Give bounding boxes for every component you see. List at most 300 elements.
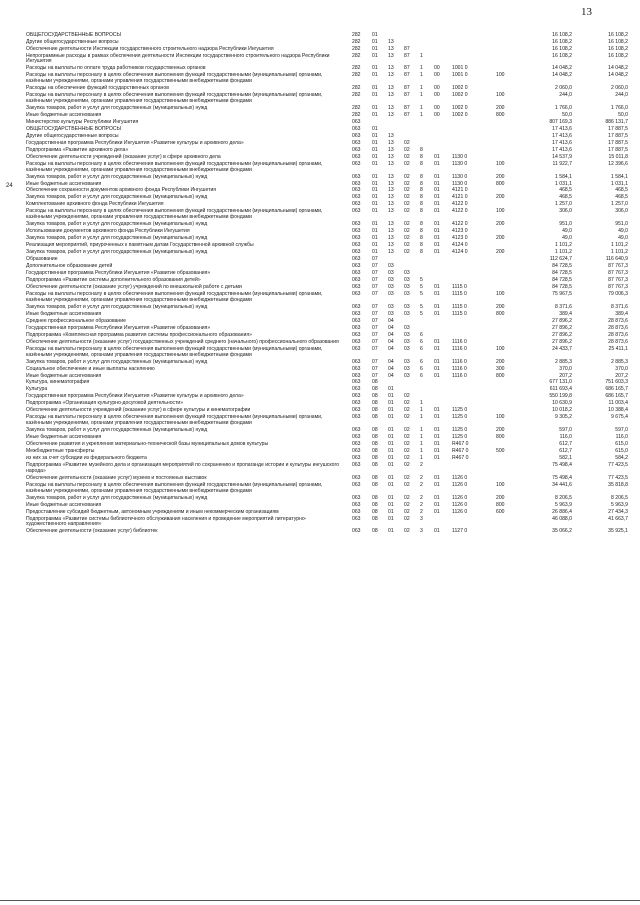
cell-rz: 08	[372, 441, 378, 448]
cell-v1: 46 088,0	[552, 515, 572, 522]
cell-c4: 4122 0	[452, 201, 468, 208]
cell-vr: 800	[496, 501, 505, 508]
cell-pr: 13	[388, 65, 394, 72]
cell-rz: 01	[372, 249, 378, 256]
cell-c1: 02	[404, 153, 410, 160]
cell-c2: 5	[420, 303, 423, 310]
cell-rz: 07	[372, 365, 378, 372]
cell-rz: 08	[372, 494, 378, 501]
cell-c1: 87	[404, 72, 410, 79]
cell-grbs: 063	[352, 501, 361, 508]
cell-v1: 17 413,6	[552, 146, 572, 153]
cell-pr: 01	[388, 528, 394, 535]
cell-rz: 08	[372, 501, 378, 508]
cell-v1: 951,0	[559, 221, 572, 228]
cell-rz: 01	[372, 139, 378, 146]
cell-pr: 13	[388, 139, 394, 146]
cell-v1: 14 048,2	[552, 72, 572, 79]
row-name: Социальное обеспечение и иные выплаты населению	[26, 365, 155, 372]
cell-c2: 1	[420, 448, 423, 455]
cell-rz: 01	[372, 104, 378, 111]
cell-c3: 01	[434, 407, 440, 414]
cell-v1: 17 413,6	[552, 139, 572, 146]
cell-grbs: 063	[352, 434, 361, 441]
cell-c3: 01	[434, 160, 440, 167]
cell-grbs: 063	[352, 160, 361, 167]
cell-v1: 34 441,6	[552, 481, 572, 488]
table-row	[0, 516, 640, 529]
cell-v2: 468,5	[615, 194, 628, 201]
cell-v1: 2 060,0	[555, 85, 572, 92]
cell-grbs: 282	[352, 72, 361, 79]
cell-c2: 8	[420, 160, 423, 167]
cell-grbs: 063	[352, 358, 361, 365]
cell-v1: 244,0	[559, 92, 572, 99]
table-row	[0, 415, 640, 428]
cell-v1: 207,2	[559, 372, 572, 379]
cell-rz: 07	[372, 291, 378, 298]
cell-pr: 01	[388, 455, 394, 462]
cell-grbs: 282	[352, 52, 361, 59]
cell-rz: 01	[372, 92, 378, 99]
cell-rz: 07	[372, 324, 378, 331]
cell-grbs: 063	[352, 284, 361, 291]
cell-c1: 03	[404, 358, 410, 365]
cell-rz: 07	[372, 270, 378, 277]
cell-rz: 07	[372, 303, 378, 310]
cell-v2: 49,0	[618, 228, 628, 235]
cell-v2: 10 388,4	[608, 407, 628, 414]
cell-v1: 306,0	[559, 208, 572, 215]
cell-v2: 389,4	[615, 310, 628, 317]
page-number: 13	[581, 6, 592, 18]
cell-pr: 04	[388, 331, 394, 338]
cell-c2: 8	[420, 235, 423, 242]
cell-grbs: 063	[352, 139, 361, 146]
cell-rz: 01	[372, 221, 378, 228]
cell-c1: 03	[404, 331, 410, 338]
cell-c4: 1126 0	[452, 508, 468, 515]
cell-v1: 10 630,9	[552, 400, 572, 407]
cell-rz: 01	[372, 52, 378, 59]
cell-v2: 468,5	[615, 187, 628, 194]
cell-v2: 9 675,4	[611, 414, 628, 421]
cell-pr: 01	[388, 441, 394, 448]
cell-c2: 6	[420, 338, 423, 345]
cell-grbs: 063	[352, 386, 361, 393]
table-row	[0, 209, 640, 222]
cell-rz: 08	[372, 474, 378, 481]
cell-vr: 200	[496, 358, 505, 365]
row-name: Закупка товаров, работ и услуг для государственных (муниципальных) нужд	[26, 494, 208, 501]
cell-c2: 8	[420, 187, 423, 194]
row-name: Расходы на обеспечение функций государственных органов	[26, 85, 169, 92]
cell-rz: 08	[372, 414, 378, 421]
cell-c2: 6	[420, 372, 423, 379]
cell-c2: 8	[420, 153, 423, 160]
cell-v2: 207,2	[615, 372, 628, 379]
cell-c1: 02	[404, 441, 410, 448]
cell-rz: 01	[372, 208, 378, 215]
cell-grbs: 063	[352, 379, 361, 386]
cell-pr: 13	[388, 132, 394, 139]
cell-v2: 41 663,7	[608, 515, 628, 522]
row-name: Подпрограмма «Развитие системы библиотечного обслуживания населения и проведение мероприятий литературно-художественного направления»	[26, 515, 307, 528]
table-row	[0, 53, 640, 66]
cell-c1: 02	[404, 235, 410, 242]
cell-c2: 1	[420, 400, 423, 407]
cell-vr: 100	[496, 72, 505, 79]
cell-v2: 87 767,3	[608, 263, 628, 270]
cell-grbs: 063	[352, 180, 361, 187]
cell-pr: 13	[388, 235, 394, 242]
cell-rz: 01	[372, 235, 378, 242]
cell-c3: 01	[434, 310, 440, 317]
cell-v1: 27 896,2	[552, 317, 572, 324]
cell-c4: 4121 0	[452, 187, 468, 194]
table-row	[0, 502, 640, 509]
cell-rz: 08	[372, 462, 378, 469]
table-row	[0, 32, 640, 39]
cell-c3: 01	[434, 434, 440, 441]
cell-c1: 03	[404, 270, 410, 277]
cell-rz: 01	[372, 125, 378, 132]
cell-v1: 16 108,2	[552, 45, 572, 52]
row-name: Закупка товаров, работ и услуг для государственных (муниципальных) нужд	[26, 221, 208, 228]
cell-v2: 751 603,3	[605, 379, 628, 386]
cell-v2: 8 206,5	[611, 494, 628, 501]
cell-v2: 14 048,2	[608, 65, 628, 72]
cell-c4: 1001 0	[452, 72, 468, 79]
row-name: Дополнительное образование детей	[26, 263, 113, 270]
cell-c1: 02	[404, 481, 410, 488]
cell-c3: 01	[434, 528, 440, 535]
cell-grbs: 063	[352, 263, 361, 270]
cell-c2: 1	[420, 52, 423, 59]
cell-grbs: 063	[352, 153, 361, 160]
cell-v1: 389,4	[559, 310, 572, 317]
cell-rz: 07	[372, 284, 378, 291]
cell-c2: 8	[420, 249, 423, 256]
cell-c4: 1125 0	[452, 407, 468, 414]
row-name: Комплектование архивного фонда Республики Ингушетия	[26, 201, 164, 208]
row-name: Культура	[26, 386, 48, 393]
cell-c2: 1	[420, 427, 423, 434]
cell-pr: 03	[388, 263, 394, 270]
cell-c2: 5	[420, 277, 423, 284]
cell-v2: 17 887,5	[608, 132, 628, 139]
cell-v1: 49,0	[562, 235, 572, 242]
cell-v2: 87 767,3	[608, 277, 628, 284]
cell-grbs: 063	[352, 324, 361, 331]
table-row	[0, 73, 640, 86]
cell-v1: 84 728,5	[552, 270, 572, 277]
cell-c2: 6	[420, 365, 423, 372]
cell-v2: 370,0	[615, 365, 628, 372]
table-row	[0, 46, 640, 53]
cell-c4: 1116 0	[452, 358, 467, 365]
cell-rz: 07	[372, 345, 378, 352]
cell-grbs: 063	[352, 277, 361, 284]
cell-c1: 02	[404, 187, 410, 194]
cell-rz: 08	[372, 481, 378, 488]
cell-vr: 200	[496, 494, 505, 501]
cell-grbs: 063	[352, 338, 361, 345]
row-name: ОБЩЕГОСУДАРСТВЕННЫЕ ВОПРОСЫ	[26, 125, 121, 132]
cell-pr: 01	[388, 400, 394, 407]
cell-c3: 00	[434, 72, 440, 79]
cell-c4: 1126 0	[452, 494, 468, 501]
cell-pr: 13	[388, 85, 394, 92]
cell-c4: 1130 0	[452, 180, 468, 187]
cell-pr: 04	[388, 345, 394, 352]
cell-c1: 87	[404, 52, 410, 59]
cell-v1: 8 206,5	[555, 494, 572, 501]
cell-pr: 01	[388, 407, 394, 414]
cell-v1: 84 728,5	[552, 263, 572, 270]
cell-c1: 03	[404, 303, 410, 310]
cell-v2: 17 887,5	[608, 125, 628, 132]
cell-c1: 02	[404, 393, 410, 400]
cell-c2: 5	[420, 310, 423, 317]
cell-v1: 677 131,0	[549, 379, 572, 386]
cell-c2: 1	[420, 85, 423, 92]
cell-grbs: 063	[352, 407, 361, 414]
cell-rz: 01	[372, 153, 378, 160]
cell-pr: 13	[388, 72, 394, 79]
cell-v1: 24 433,7	[552, 345, 572, 352]
cell-v2: 584,2	[615, 455, 628, 462]
row-name: Иные бюджетные ассигнования	[26, 372, 102, 379]
cell-vr: 100	[496, 481, 505, 488]
cell-v1: 1 257,0	[555, 201, 572, 208]
cell-v1: 35 066,2	[552, 528, 572, 535]
row-name: Иные бюджетные ассигнования	[26, 501, 102, 508]
cell-grbs: 063	[352, 448, 361, 455]
cell-c4: 4122 0	[452, 221, 468, 228]
cell-c1: 03	[404, 310, 410, 317]
cell-v1: 112 624,7	[549, 256, 572, 263]
cell-vr: 100	[496, 160, 505, 167]
cell-v2: 2 885,3	[611, 358, 628, 365]
row-name: Другие общегосударственные вопросы	[26, 38, 119, 45]
cell-c4: 1002 0	[452, 104, 468, 111]
cell-c2: 2	[420, 494, 423, 501]
row-name: Расходы на выплаты персоналу в целях обеспечения выполнения функций государственными (муниципальными) органами, казёнными учреждениями, органами управления государственными внебюджетными фондами	[26, 160, 323, 173]
cell-c1: 02	[404, 208, 410, 215]
cell-v1: 84 728,5	[552, 277, 572, 284]
cell-v2: 5 963,9	[611, 501, 628, 508]
row-name: Иные бюджетные ассигнования	[26, 310, 102, 317]
table-row	[0, 463, 640, 476]
cell-c2: 8	[420, 242, 423, 249]
cell-grbs: 282	[352, 92, 361, 99]
cell-grbs: 063	[352, 474, 361, 481]
cell-rz: 07	[372, 263, 378, 270]
cell-grbs: 063	[352, 235, 361, 242]
row-name: Подпрограмма «Комплексная программа развития системы профессионального образования»	[26, 331, 252, 338]
cell-c1: 02	[404, 201, 410, 208]
cell-c3: 01	[434, 414, 440, 421]
cell-c2: 8	[420, 208, 423, 215]
cell-c4: 4121 0	[452, 194, 468, 201]
row-name: Расходы на выплаты персоналу в целях обеспечения выполнения функций государственными (муниципальными) органами, казёнными учреждениями, органами управления государственными внебюджетными фондами	[26, 291, 323, 303]
cell-v2: 886 131,7	[605, 118, 628, 125]
cell-pr: 04	[388, 317, 394, 324]
cell-c2: 8	[420, 228, 423, 235]
cell-vr: 100	[496, 291, 505, 298]
cell-v2: 2 060,0	[611, 85, 628, 92]
row-name: Расходы на выплаты персоналу в целях обеспечения выполнения функций государственными (муниципальными) органами, казёнными учреждениями, органами управления государственными внебюджетными фондами	[26, 481, 323, 494]
cell-pr: 01	[388, 414, 394, 421]
cell-v1: 17 413,6	[552, 132, 572, 139]
cell-pr: 01	[388, 474, 394, 481]
cell-grbs: 063	[352, 194, 361, 201]
row-name: Подпрограмма «Организация культурно-досуговой деятельности»	[26, 400, 184, 407]
cell-pr: 13	[388, 173, 394, 180]
cell-pr: 01	[388, 494, 394, 501]
row-name: ОБЩЕГОСУДАРСТВЕННЫЕ ВОПРОСЫ	[26, 31, 121, 38]
cell-c4: 1115 0	[452, 310, 467, 317]
cell-c2: 3	[420, 528, 423, 535]
cell-grbs: 063	[352, 249, 361, 256]
cell-c4: 1002 0	[452, 92, 468, 99]
cell-pr: 13	[388, 38, 394, 45]
row-name: Предоставление субсидий бюджетным, автономным учреждениям и иным некоммерческим организациям	[26, 508, 279, 515]
row-name: Культура, кинематография	[26, 379, 90, 386]
cell-c3: 01	[434, 180, 440, 187]
cell-c3: 01	[434, 187, 440, 194]
cell-pr: 13	[388, 228, 394, 235]
row-name: Расходы на выплаты персоналу в целях обеспечения выполнения функций государственными (муниципальными) органами, казёнными учреждениями, органами управления государственными внебюджетными фондами	[26, 345, 323, 358]
cell-c4: 4124 0	[452, 242, 468, 249]
cell-pr: 03	[388, 284, 394, 291]
cell-v1: 582,1	[559, 455, 572, 462]
cell-v1: 468,5	[559, 194, 572, 201]
cell-c1: 02	[404, 455, 410, 462]
cell-c4: 1001 0	[452, 65, 468, 72]
cell-c1: 87	[404, 45, 410, 52]
cell-grbs: 063	[352, 494, 361, 501]
row-name: Реализация мероприятий, приуроченных к памятным датам Государственной архивной службы	[26, 242, 254, 249]
row-name: Обеспечение развития и укрепления материально-технической базы муниципальных домов культуры	[26, 441, 269, 448]
table-row	[0, 366, 640, 373]
cell-rz: 01	[372, 31, 378, 38]
cell-grbs: 063	[352, 187, 361, 194]
table-row	[0, 174, 640, 181]
row-name: Межбюджетные трансферты	[26, 448, 95, 455]
cell-rz: 01	[372, 201, 378, 208]
cell-v1: 370,0	[559, 365, 572, 372]
cell-vr: 200	[496, 303, 505, 310]
row-name: Закупка товаров, работ и услуг для государственных (муниципальных) нужд	[26, 249, 208, 256]
cell-v2: 15 011,8	[608, 153, 628, 160]
cell-grbs: 282	[352, 65, 361, 72]
cell-rz: 07	[372, 277, 378, 284]
cell-grbs: 063	[352, 455, 361, 462]
cell-c1: 02	[404, 249, 410, 256]
cell-c4: R467 0	[452, 448, 469, 455]
cell-v2: 116 640,9	[605, 256, 628, 263]
cell-grbs: 282	[352, 85, 361, 92]
cell-c2: 6	[420, 331, 423, 338]
cell-c4: 4122 0	[452, 208, 468, 215]
cell-pr: 13	[388, 160, 394, 167]
cell-v1: 16 108,2	[552, 52, 572, 59]
cell-c3: 01	[434, 228, 440, 235]
row-name: Закупка товаров, работ и услуг для государственных (муниципальных) нужд	[26, 173, 208, 180]
cell-v2: 686 165,7	[605, 393, 628, 400]
cell-grbs: 063	[352, 393, 361, 400]
cell-c1: 02	[404, 146, 410, 153]
cell-c2: 2	[420, 508, 423, 515]
table-row	[0, 346, 640, 359]
cell-v2: 50,0	[618, 111, 628, 118]
cell-pr: 13	[388, 92, 394, 99]
row-name: из них за счет субсидии из федерального бюджета	[26, 455, 147, 462]
cell-pr: 13	[388, 111, 394, 118]
cell-c2: 3	[420, 515, 423, 522]
cell-rz: 08	[372, 528, 378, 535]
cell-pr: 13	[388, 153, 394, 160]
cell-rz: 07	[372, 331, 378, 338]
cell-v1: 26 886,4	[552, 508, 572, 515]
cell-pr: 01	[388, 427, 394, 434]
cell-grbs: 063	[352, 146, 361, 153]
cell-pr: 04	[388, 372, 394, 379]
cell-c4: 1116 0	[452, 338, 467, 345]
cell-pr: 03	[388, 291, 394, 298]
cell-grbs: 063	[352, 118, 361, 125]
row-name: Расходы на выплаты персоналу в целях обеспечения выполнения функций государственными (муниципальными) органами, казёнными учреждениями, органами управления государственными внебюджетными фондами	[26, 414, 323, 427]
cell-grbs: 063	[352, 528, 361, 535]
cell-v2: 77 423,5	[608, 462, 628, 469]
row-name: Обеспечение деятельности (оказание услуг) библиотек	[26, 528, 158, 535]
table-row	[0, 373, 640, 380]
cell-c4: 1116 0	[452, 365, 467, 372]
cell-rz: 01	[372, 194, 378, 201]
row-name: Использование документов архивного фонда Республики Ингушетия	[26, 228, 190, 235]
cell-c3: 01	[434, 508, 440, 515]
cell-v1: 50,0	[562, 111, 572, 118]
cell-vr: 200	[496, 427, 505, 434]
cell-v2: 17 887,5	[608, 139, 628, 146]
cell-c1: 02	[404, 474, 410, 481]
cell-v2: 25 411,1	[608, 345, 628, 352]
cell-c1: 03	[404, 277, 410, 284]
cell-c4: 1125 0	[452, 427, 468, 434]
cell-v2: 686 165,7	[605, 386, 628, 393]
row-name: Образование	[26, 256, 58, 263]
cell-vr: 600	[496, 508, 505, 515]
cell-c2: 2	[420, 462, 423, 469]
cell-c4: 1115 0	[452, 291, 467, 298]
cell-pr: 03	[388, 310, 394, 317]
cell-v1: 16 108,2	[552, 38, 572, 45]
cell-c4: 1116 0	[452, 372, 467, 379]
cell-grbs: 063	[352, 310, 361, 317]
cell-c2: 1	[420, 104, 423, 111]
cell-c1: 02	[404, 160, 410, 167]
cell-c4: 1126 0	[452, 474, 468, 481]
cell-c2: 2	[420, 501, 423, 508]
cell-pr: 13	[388, 221, 394, 228]
cell-c2: 1	[420, 455, 423, 462]
cell-v1: 1 101,2	[555, 242, 572, 249]
row-name: Обеспечение деятельности Инспекции государственного строительного надзора Республики Ингушетия	[26, 45, 274, 52]
cell-pr: 13	[388, 180, 394, 187]
cell-c4: 1130 0	[452, 173, 468, 180]
